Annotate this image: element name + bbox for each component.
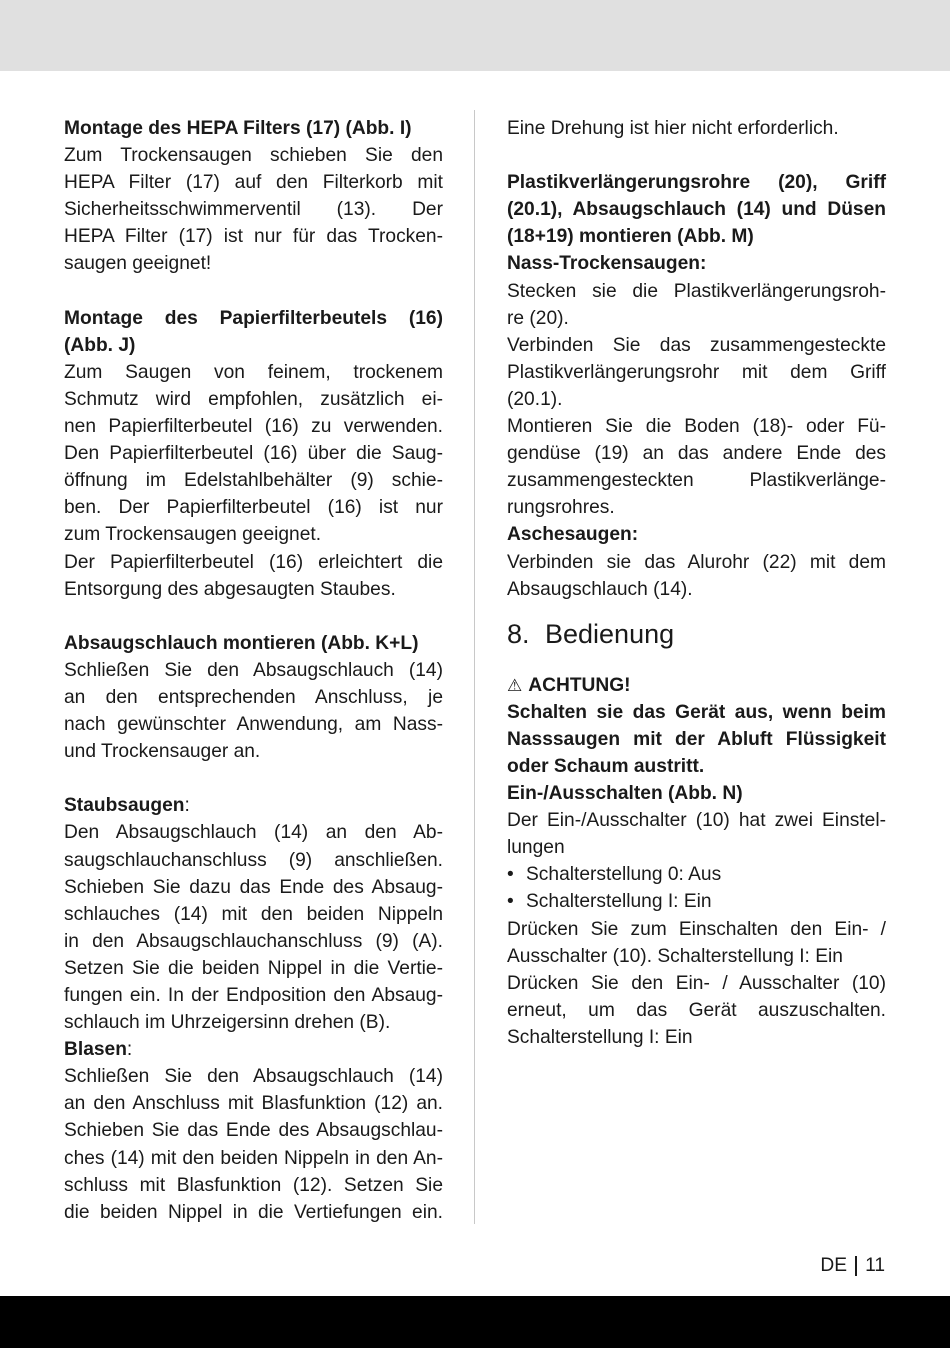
switch-after-line: Drücken Sie zum Einschalten den Ein- / — [507, 918, 886, 940]
vacuum-line: fungen ein. In der Endposition den Absaug- — [64, 985, 443, 1006]
right-column — [507, 115, 886, 1051]
blow-line: Schließen Sie den Absaugschlauch (14) — [64, 1066, 443, 1088]
paper-filter-heading: Montage des Papierfilterbeutels (16) — [64, 307, 443, 329]
paper-filter-line: Den Papierfilterbeutel (16) über die Saug- — [64, 443, 443, 465]
vacuum-heading: Staubsaugen — [64, 795, 185, 817]
hose-section — [64, 630, 443, 765]
page-number: 11 — [865, 1255, 885, 1276]
blow-section — [64, 1036, 443, 1226]
section-title — [507, 617, 886, 651]
hepa-line: Sicherheitsschwimmerventil (13). Der — [64, 199, 443, 221]
hepa-line: Zum Trockensaugen schieben Sie den — [64, 145, 443, 167]
blow-line: ches (14) mit den beiden Nippeln in den An- — [64, 1147, 443, 1169]
paper-filter-line: Entsorgung des abgesaugten Staubes. — [64, 578, 396, 600]
list-item — [507, 861, 886, 888]
blow-heading-colon: : — [126, 1039, 133, 1061]
language-code: DE — [820, 1255, 848, 1276]
hose-heading: Absaugschlauch montieren (Abb. K+L) — [64, 632, 419, 654]
vacuum-line: in den Absaugschlauchanschluss (9) (A). — [64, 930, 443, 952]
left-column — [64, 115, 443, 1226]
switch-line: Der Ein-/Ausschalter (10) hat zwei Einstel- — [507, 810, 886, 832]
pipes-heading: (20.1), Absaugschlauch (14) und Düsen — [507, 199, 886, 221]
paper-filter-heading: (Abb. J) — [64, 334, 136, 356]
pipes-line: Plastikverlängerungsrohr mit dem Griff — [507, 361, 886, 383]
switch-after-line: Drücken Sie den Ein- / Ausschalter (10) — [507, 972, 886, 994]
footer-separator — [855, 1256, 857, 1276]
paper-filter-line: ben. Der Papierfilterbeutel (16) ist nur — [64, 497, 443, 519]
blow-line: an den Anschluss mit Blasfunktion (12) an. — [64, 1093, 443, 1115]
warning-line: Schalten sie das Gerät aus, wenn beim — [507, 701, 886, 723]
pipes-line: Verbinden Sie das zusammengesteckte — [507, 334, 886, 356]
pipes-line: zusammengesteckten Plastikverlänge- — [507, 470, 886, 492]
pipes-heading: (18+19) montieren (Abb. M) — [507, 226, 754, 248]
vacuum-line: schlauches (14) mit den beiden Nippeln — [64, 903, 443, 925]
bullet-icon: • — [507, 891, 514, 913]
pipes-section — [507, 169, 886, 603]
warning-heading — [507, 672, 886, 699]
blow-heading-row — [64, 1036, 443, 1063]
warning-line: Nasssaugen mit der Abluft Flüssigkeit — [507, 728, 886, 750]
pipes-heading: Plastikverlängerungsrohre (20), Griff — [507, 172, 886, 194]
paper-filter-line: Zum Saugen von feinem, trockenem — [64, 361, 443, 383]
paper-filter-line: Schmutz wird empfohlen, zusätzlich ei- — [64, 388, 443, 410]
vacuum-line: Schieben Sie dazu das Ende des Absaug- — [64, 876, 443, 898]
pipes-line: Stecken sie die Plastikverlängerungsroh- — [507, 280, 886, 302]
switch-after-line: erneut, um das Gerät auszuschalten. — [507, 999, 886, 1021]
hose-line: an den entsprechenden Anschluss, je — [64, 686, 443, 708]
column-divider — [474, 110, 475, 1224]
warning-label: ACHTUNG! — [528, 674, 631, 696]
ash-line: Verbinden sie das Alurohr (22) mit dem — [507, 551, 886, 573]
header-band — [0, 0, 950, 71]
blow-line: schluss mit Blasfunktion (12). Setzen Sie — [64, 1174, 443, 1196]
vacuum-line: Den Absaugschlauch (14) an den Ab- — [64, 822, 443, 844]
page-footer — [820, 1255, 885, 1277]
switch-after-line: Ausschalter (10). Schalterstellung I: Ein — [507, 945, 843, 967]
ash-heading: Aschesaugen: — [507, 524, 639, 546]
paper-filter-line: öffnung im Edelstahlbehälter (9) schie- — [64, 470, 443, 492]
rotation-note: Eine Drehung ist hier nicht erforderlich. — [507, 118, 839, 139]
pipes-line: Montieren Sie die Boden (18)- oder Fü- — [507, 416, 886, 438]
vacuum-heading-row — [64, 792, 443, 819]
switch-heading: Ein-/Ausschalten (Abb. N) — [507, 783, 743, 805]
hepa-line: saugen geeignet! — [64, 253, 212, 275]
warning-triangle-icon: ⚠ — [507, 675, 523, 695]
paper-filter-section — [64, 305, 443, 603]
blow-line: Schieben Sie das Ende des Absaugschlau- — [64, 1120, 443, 1142]
blow-line: die beiden Nippel in die Vertiefungen ein. — [64, 1201, 443, 1223]
switch-section — [507, 780, 886, 1051]
vacuum-line: Setzen Sie die beiden Nippel in die Vertie- — [64, 957, 443, 979]
list-item-text: Schalterstellung I: Ein — [526, 891, 712, 913]
list-item — [507, 888, 886, 915]
switch-line: lungen — [507, 837, 565, 859]
switch-positions-list — [507, 861, 886, 915]
hepa-line: HEPA Filter (17) auf den Filterkorb mit — [64, 172, 443, 194]
vacuum-section — [64, 792, 443, 1036]
section-number: 8. — [507, 618, 530, 649]
wet-dry-heading: Nass-Trockensaugen: — [507, 253, 707, 275]
switch-after-line: Schalterstellung I: Ein — [507, 1026, 693, 1048]
pipes-line: re (20). — [507, 307, 569, 329]
pipes-line: (20.1). — [507, 388, 563, 410]
vacuum-line: saugschlauchanschluss (9) anschließen. — [64, 849, 443, 871]
hepa-heading: Montage des HEPA Filters (17) (Abb. I) — [64, 118, 412, 139]
list-item-text: Schalterstellung 0: Aus — [526, 864, 722, 886]
paper-filter-line: Der Papierfilterbeutel (16) erleichtert die — [64, 551, 443, 573]
pipes-line: rungsrohres. — [507, 497, 615, 519]
blow-heading: Blasen — [64, 1039, 127, 1061]
vacuum-heading-colon: : — [184, 795, 190, 817]
pipes-line: gendüse (19) an das andere Ende des — [507, 443, 886, 465]
bullet-icon: • — [507, 864, 514, 886]
hose-line: nach gewünschter Anwendung, am Nass- — [64, 714, 443, 736]
warning-section — [507, 672, 886, 780]
warning-line: oder Schaum austritt. — [507, 755, 705, 777]
section-name: Bedienung — [545, 618, 675, 649]
hepa-section — [64, 115, 443, 278]
paper-filter-line: nen Papierfilterbeutel (16) zu verwenden. — [64, 416, 443, 438]
vacuum-line: schlauch im Uhrzeigersinn drehen (B). — [64, 1012, 391, 1034]
hose-line: und Trockensauger an. — [64, 741, 261, 763]
hepa-line: HEPA Filter (17) ist nur für das Trocken- — [64, 226, 443, 248]
ash-line: Absaugschlauch (14). — [507, 578, 693, 600]
footer-band — [0, 1296, 950, 1348]
paper-filter-line: zum Trockensaugen geeignet. — [64, 524, 322, 546]
hose-line: Schließen Sie den Absaugschlauch (14) — [64, 659, 443, 681]
